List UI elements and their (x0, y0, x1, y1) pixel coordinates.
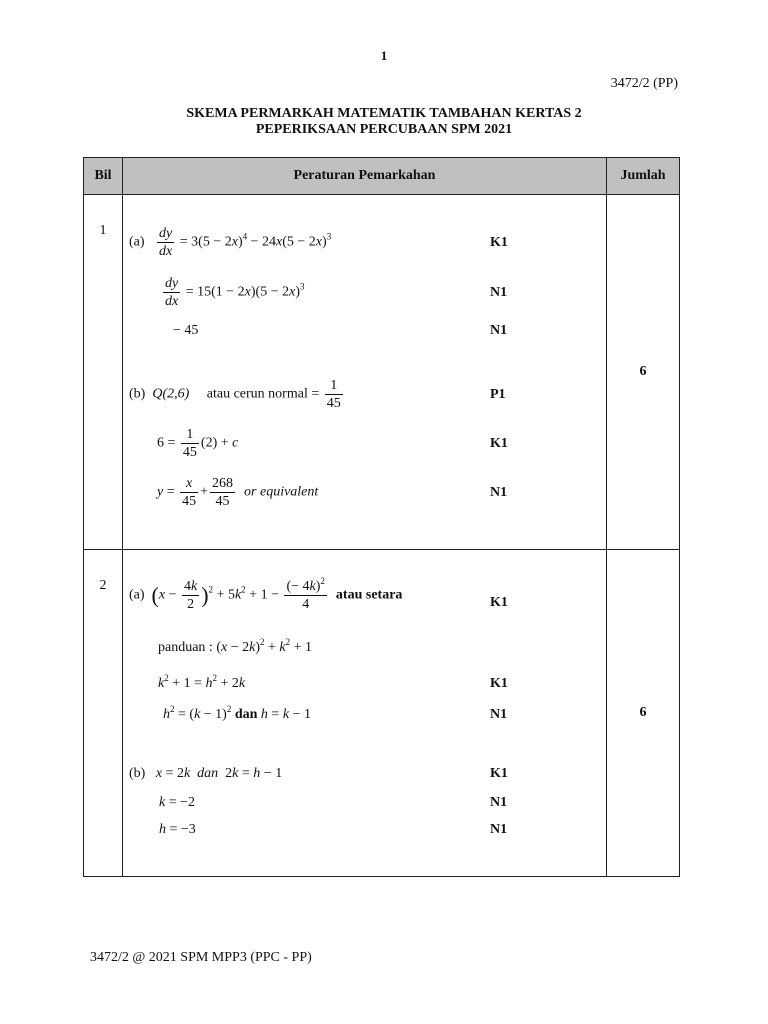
q2b-line2: k = −2 (159, 795, 196, 810)
header-peraturan: Peraturan Pemarkahan (123, 158, 607, 195)
mark-label: K1 (490, 595, 508, 610)
q2b-line3: h = −3 (159, 822, 196, 837)
q2a-line2: panduan : $(x - 2k)^2 + k^2 + 1$ (158, 637, 313, 655)
q1b-line2: 6 = $\frac{1}{45}$ (2) + c (157, 427, 239, 460)
table-header-row (84, 158, 680, 195)
table-row (84, 195, 680, 550)
scheme-cell (123, 550, 607, 877)
question-number: 1 (84, 195, 123, 550)
mark-label: K1 (490, 235, 508, 250)
mark-label: P1 (490, 387, 506, 402)
q1a-line1: (a) $\frac{dy}{dx}$ = $3(5 - 2x)^4 - 24x(5 - 2x)^3$ (129, 226, 332, 259)
header-bil: Bil (84, 158, 123, 195)
page-number: 1 (380, 48, 388, 63)
mark-label: N1 (490, 485, 508, 500)
header-jumlah: Jumlah (607, 158, 680, 195)
mark-label: N1 (490, 707, 508, 722)
mark-label: K1 (490, 766, 508, 781)
scheme-cell (123, 195, 607, 550)
title-line-2: PEPERIKSAAN PERCUBAAN SPM 2021 (255, 122, 513, 137)
footer-text: 3472/2 @ 2021 SPM MPP3 (PPC - PP) (90, 950, 312, 965)
table-row (84, 550, 680, 877)
q1b-line1: (b) Q(2,6) atau cerun normal = $\frac{1}{45}$ (129, 378, 341, 411)
q2b-line1: (b) x = 2k dan 2k = h − 1 (129, 766, 283, 781)
paper-code: 3472/2 (PP) (610, 76, 678, 91)
q2a-line3: $k^2 + 1 = h^2 + 2k$ (158, 673, 246, 691)
q1a-line3: − 45 (173, 323, 199, 338)
question-number: 2 (84, 550, 123, 877)
q1a-line2: $\frac{dy}{dx}$ = $15(1 - 2x)(5 - 2x)^3$ (165, 276, 305, 309)
mark-label: K1 (490, 436, 508, 451)
marking-scheme-table (83, 157, 680, 877)
mark-label: N1 (490, 323, 508, 338)
total-marks: 6 (607, 195, 680, 550)
title-line-1: SKEMA PERMARKAH MATEMATIK TAMBAHAN KERTAS 2 (186, 106, 582, 121)
mark-label: N1 (490, 822, 508, 837)
document-title (0, 106, 768, 138)
mark-label: K1 (490, 676, 508, 691)
q2a-line1: (a) (x − $\frac{4k}{2}$ )$^2 + 5k^2 + 1$ − $\frac{(- 4k)^2}{4}$ atau setara (129, 576, 403, 612)
q1b-line3: y = $\frac{x}{45}$ + $\frac{268}{45}$ or equivalent (157, 476, 319, 509)
total-marks: 6 (607, 550, 680, 877)
q2a-line4: $h^2 = (k - 1)^2$ dan h = k − 1 (163, 704, 311, 722)
mark-label: N1 (490, 285, 508, 300)
mark-label: N1 (490, 795, 508, 810)
